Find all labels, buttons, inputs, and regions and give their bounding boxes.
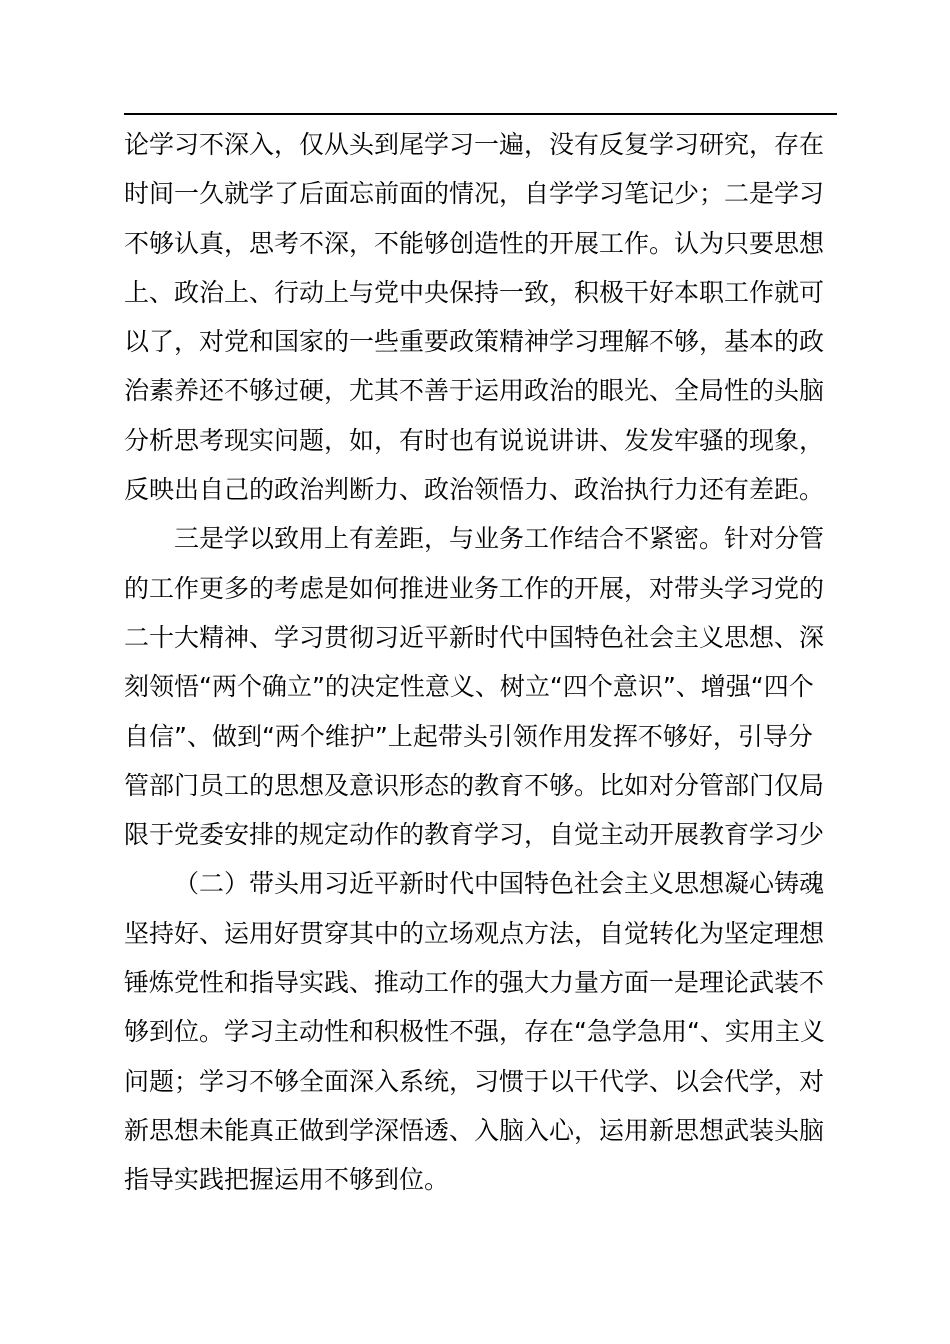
- text-line: 的工作更多的考虑是如何推进业务工作的开展，对带头学习党的: [124, 573, 825, 603]
- text-line: 分析思考现实问题，如，有时也有说说讲讲、发发牢骚的现象，: [124, 425, 825, 455]
- text-line: 反映出自己的政治判断力、政治领悟力、政治执行力还有差距。: [124, 475, 825, 505]
- text-line: 锤炼党性和指导实践、推动工作的强大力量方面一是理论武装不: [124, 968, 825, 998]
- text-line: 二十大精神、学习贯彻习近平新时代中国特色社会主义思想、深: [124, 622, 825, 652]
- text-line: 上、政治上、行动上与党中央保持一致，积极干好本职工作就可: [124, 277, 825, 307]
- text-line: 问题；学习不够全面深入系统，习惯于以干代学、以会代学，对: [124, 1066, 825, 1096]
- text-line: 自信”、做到“两个维护”上起带头引领作用发挥不够好，引导分: [124, 721, 813, 751]
- text-line: 时间一久就学了后面忘前面的情况，自学学习笔记少；二是学习: [124, 179, 825, 209]
- paragraph-2: [124, 514, 837, 859]
- header-rule: [124, 113, 837, 115]
- text-line: （二）带头用习近平新时代中国特色社会主义思想凝心铸魂: [174, 869, 825, 899]
- text-line: 以了，对党和国家的一些重要政策精神学习理解不够，基本的政: [124, 327, 825, 357]
- paragraph-1: [124, 120, 837, 514]
- text-line: 指导实践把握运用不够到位。: [124, 1165, 450, 1195]
- text-line: 坚持好、运用好贯穿其中的立场观点方法，自觉转化为坚定理想: [124, 918, 825, 948]
- document-body: [124, 120, 837, 1205]
- text-line: 刻领悟“两个确立”的决定性意义、树立“四个意识”、增强“四个: [124, 672, 814, 702]
- paragraph-3: [124, 859, 837, 1204]
- text-line: 不够认真，思考不深，不能够创造性的开展工作。认为只要思想: [124, 228, 825, 258]
- text-line: 三是学以致用上有差距，与业务工作结合不紧密。针对分管: [174, 524, 825, 554]
- text-line: 管部门员工的思想及意识形态的教育不够。比如对分管部门仅局: [124, 770, 825, 800]
- text-line: 限于党委安排的规定动作的教育学习，自觉主动开展教育学习少: [124, 820, 825, 850]
- text-line: 新思想未能真正做到学深悟透、入脑入心，运用新思想武装头脑: [124, 1115, 825, 1145]
- text-line: 够到位。学习主动性和积极性不强，存在“急学急用“、实用主义: [124, 1017, 825, 1047]
- text-line: 论学习不深入，仅从头到尾学习一遍，没有反复学习研究，存在: [124, 130, 825, 159]
- text-line: 治素养还不够过硬，尤其不善于运用政治的眼光、全局性的头脑: [124, 376, 825, 406]
